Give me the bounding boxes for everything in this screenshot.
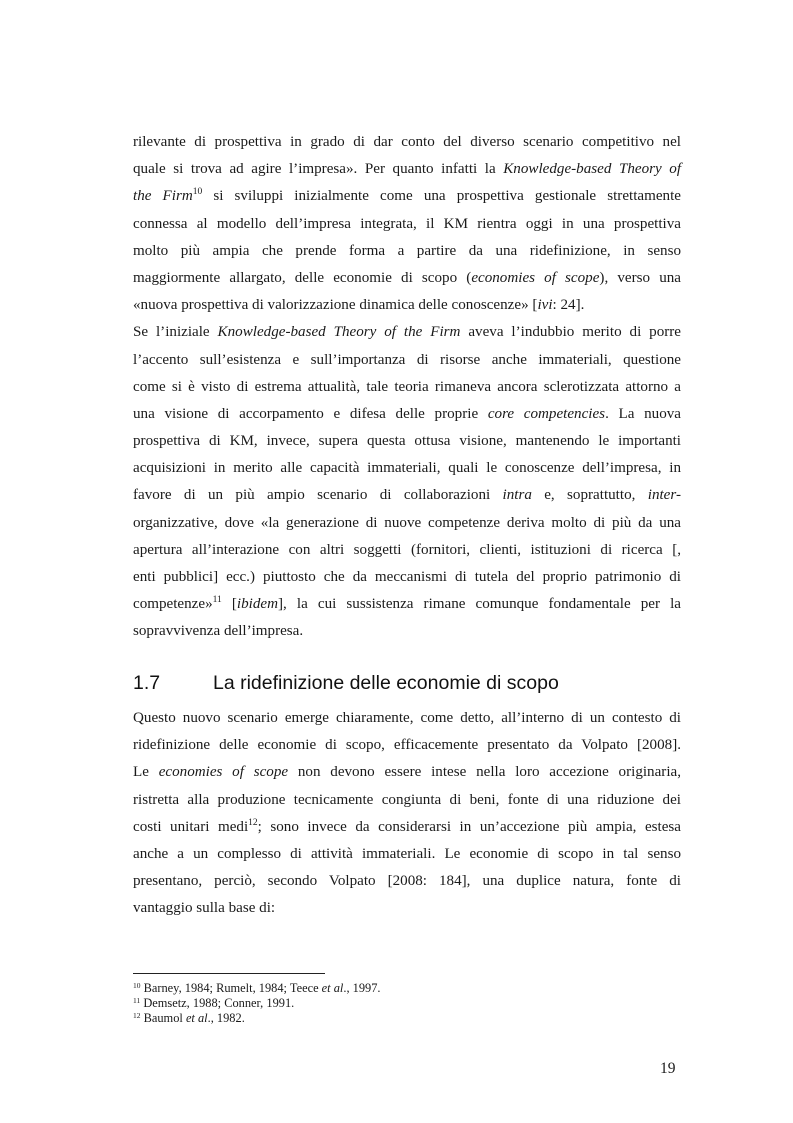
text-line: presentano, perciò, secondo Volpato [2008: 184], una duplice natura, fonte di: [133, 873, 681, 890]
text-line: organizzative, dove «la generazione di nuove competenze deriva molto di più da una: [133, 514, 681, 531]
text-line: sopravvivenza dell’impresa.: [133, 623, 304, 640]
emphasis: inter-: [647, 487, 681, 504]
emphasis: Knowledge-based Theory of: [503, 161, 682, 178]
text-line: connessa al modello dell’impresa integrata, il KM rientra oggi in una prospettiva: [133, 215, 681, 232]
text-line: apertura all’interazione con altri soggetti (fornitori, clienti, istituzioni di ricerca [,: [133, 541, 681, 558]
text-line: ristretta alla produzione tecnicamente congiunta di beni, fonte di una riduzione dei: [133, 791, 681, 808]
footnote-11: $^{11}$ Demsetz, 1988; Conner, 1991.: [133, 996, 295, 1011]
section-title: La ridefinizione delle economie di scopo: [213, 672, 559, 694]
text-line: favore di un più ampio scenario di collaborazioni intra e, soprattutto, inter-: [133, 487, 681, 504]
body-paragraphs-upper: [133, 129, 681, 646]
emphasis: core competencies: [487, 405, 606, 422]
text-line: Se l’iniziale Knowledge-based Theory of the Firm aveva l’indubbio merito di porre: [133, 324, 682, 341]
text-line: Le economies of scope non devono essere intese nella loro accezione originaria,: [133, 764, 681, 781]
section-number: 1.7: [133, 672, 161, 694]
text-line: acquisizioni in merito alle capacità immateriali, quali le conoscenze dell’impresa, in: [133, 460, 681, 477]
text-line: come si è visto di estrema attualità, tale teoria rimaneva ancora sclerotizzata attorno a: [133, 378, 681, 395]
text-line: enti pubblici] ecc.) piuttosto che da meccanismi di tutela del proprio patrimonio di: [133, 569, 681, 585]
footnote-separator: [133, 973, 325, 974]
text-line: rilevante di prospettiva in grado di dar conto del diverso scenario competitivo nel: [133, 134, 681, 150]
text-line: anche a un complesso di attività immateriali. Le economie di scopo in tal senso: [133, 845, 681, 862]
footnote-ref-12: 12: [248, 817, 258, 828]
emphasis: the Firm: [133, 188, 193, 205]
footnotes: [133, 981, 381, 1027]
text-line: ridefinizione delle economie di scopo, efficacemente presentato da Volpato [2008].: [133, 737, 681, 754]
emphasis: ivi: [537, 297, 553, 314]
footnote-ref-10: 10: [192, 187, 203, 198]
emphasis: economies of scope: [471, 269, 600, 286]
text-line: Questo nuovo scenario emerge chiaramente, come detto, all’interno di un contesto di: [133, 710, 681, 726]
emphasis: economies of scope: [158, 764, 289, 781]
text-line: costi unitari medi$^{12}$; sono invece da considerarsi in un’accezione più ampia, estesa: [133, 817, 681, 835]
text-line: una visione di accorpamento e difesa delle proprie core competencies. La nuova: [133, 405, 681, 422]
emphasis: Knowledge-based Theory of the Firm: [217, 324, 461, 341]
footnote-ref-11: 11: [212, 595, 222, 606]
section-heading: [133, 672, 559, 695]
text-line: molto più ampia che prende forma a partire da una ridefinizione, in senso: [133, 242, 681, 259]
emphasis: intra: [502, 487, 532, 504]
text-line: l’accento sull’esistenza e sull’importanza di risorse anche immateriali, questione: [133, 351, 681, 368]
text-line: maggiormente allargato, delle economie di scopo (economies of scope), verso una: [133, 269, 681, 286]
body-paragraphs-lower: [133, 705, 681, 923]
text-line: competenze»$^{11}$ [ibidem], la cui sussistenza rimane comunque fondamentale per la: [133, 595, 681, 613]
footnote-10: $^{10}$ Barney, 1984; Rumelt, 1984; Teece et al., 1997.: [133, 981, 381, 995]
page-number: 19: [660, 1060, 676, 1077]
text-line: the Firm$^{10}$ si sviluppi inizialmente come una prospettiva gestionale strettamente: [133, 187, 681, 205]
emphasis: ibidem: [236, 596, 278, 613]
text-line: prospettiva di KM, invece, supera questa ottusa visione, mantenendo le importanti: [133, 433, 681, 450]
text-line: «nuova prospettiva di valorizzazione dinamica delle conoscenze» [ivi: 24].: [133, 297, 585, 314]
text-line: quale si trova ad agire l’impresa». Per quanto infatti la Knowledge-based Theory of: [133, 161, 682, 178]
footnote-12: $^{12}$ Baumol et al., 1982.: [133, 1011, 245, 1026]
text-line: vantaggio sulla base di:: [133, 900, 276, 917]
